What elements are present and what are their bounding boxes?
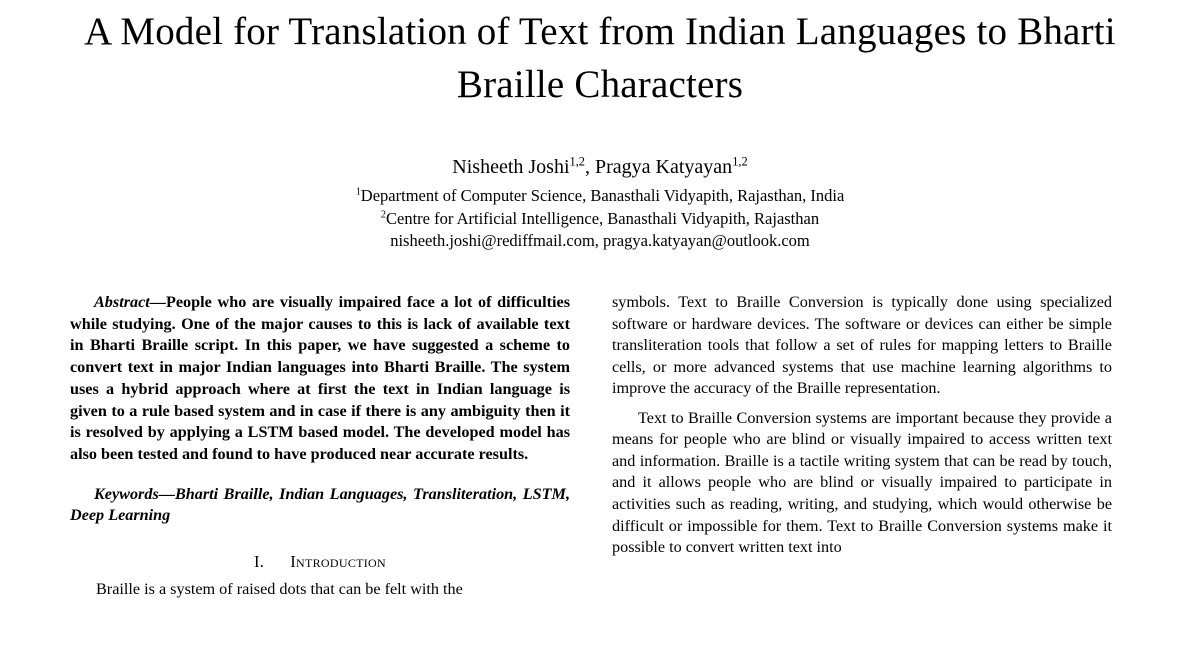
author-name-1: Nisheeth Joshi	[452, 156, 570, 179]
abstract-label: Abstract—	[94, 293, 166, 312]
author-2-affiliation-marker: 1,2	[732, 154, 748, 169]
section-title: Introduction	[290, 552, 386, 572]
author-1-affiliation-marker: 1,2	[569, 154, 586, 169]
keywords-paragraph: Keywords—Bharti Braille, Indian Languages, Transliteration, LSTM, Deep Learning	[70, 484, 570, 525]
left-column-paragraph-1: Braille is a system of raised dots that can be felt with the	[96, 580, 463, 599]
page-title: A Model for Translation of Text from Indian Languages to Bharti Braille Characters	[84, 10, 1116, 106]
author-emails: nisheeth.joshi@rediffmail.com, pragya.katyayan@outlook.com	[390, 230, 810, 250]
affiliation-line-2	[0, 208, 1200, 230]
right-column-paragraph-2: Text to Braille Conversion systems are important because they provide a means for people who are blind or visually impaired to access written text and information. Braille is a tactile writing system that can be read by touch, and it allows people who are blind or visually impaired to participate in activities such as reading, writing, and studying, which would otherwise be difficult or impossible for them. Text to Braille Conversion systems make it possible to convert written text into	[612, 408, 1112, 557]
section-number: I.	[254, 552, 265, 572]
abstract-paragraph	[70, 292, 570, 466]
affiliation-2-marker: 2	[380, 209, 387, 221]
right-column-paragraph-1: symbols. Text to Braille Conversion is typically done using specialized software or hardware devices. The software or devices can either be simple transliteration tools that follow a set of rules for mapping letters to Braille cells, or more advanced systems that use machine learning algorithms to improve the accuracy of the Braille representation.	[612, 293, 1112, 398]
affiliation-line-1	[0, 185, 1200, 207]
abstract-text: People who are visually impaired face a lot of difficulties while studying. One of the major causes to this is lack of available text in Bharti Braille script. In this paper, we have suggested a scheme to convert text in major Indian languages into Bharti Braille. The system uses a hybrid approach where at first the text in Indian language is given to a rule based system and in case if there is any ambiguity then it is resolved by applying a LSTM based model. The developed model has also been tested and found to have produced near accurate results.	[70, 293, 570, 463]
paper-page	[0, 6, 1200, 654]
section-heading-introduction	[70, 551, 570, 573]
affiliation-1-marker: 1	[355, 186, 361, 198]
affiliation-2-text: Centre for Artificial Intelligence, Banasthali Vidyapith, Rajasthan	[386, 208, 820, 228]
two-column-body	[70, 292, 1130, 609]
affiliation-1-text: Department of Computer Science, Banasthali Vidyapith, Rajasthan, India	[360, 186, 845, 206]
author-list	[0, 155, 1200, 179]
left-column	[70, 292, 570, 609]
right-column	[612, 292, 1112, 609]
author-name-2: , Pragya Katyayan	[585, 156, 733, 179]
affiliation-block	[0, 185, 1200, 252]
